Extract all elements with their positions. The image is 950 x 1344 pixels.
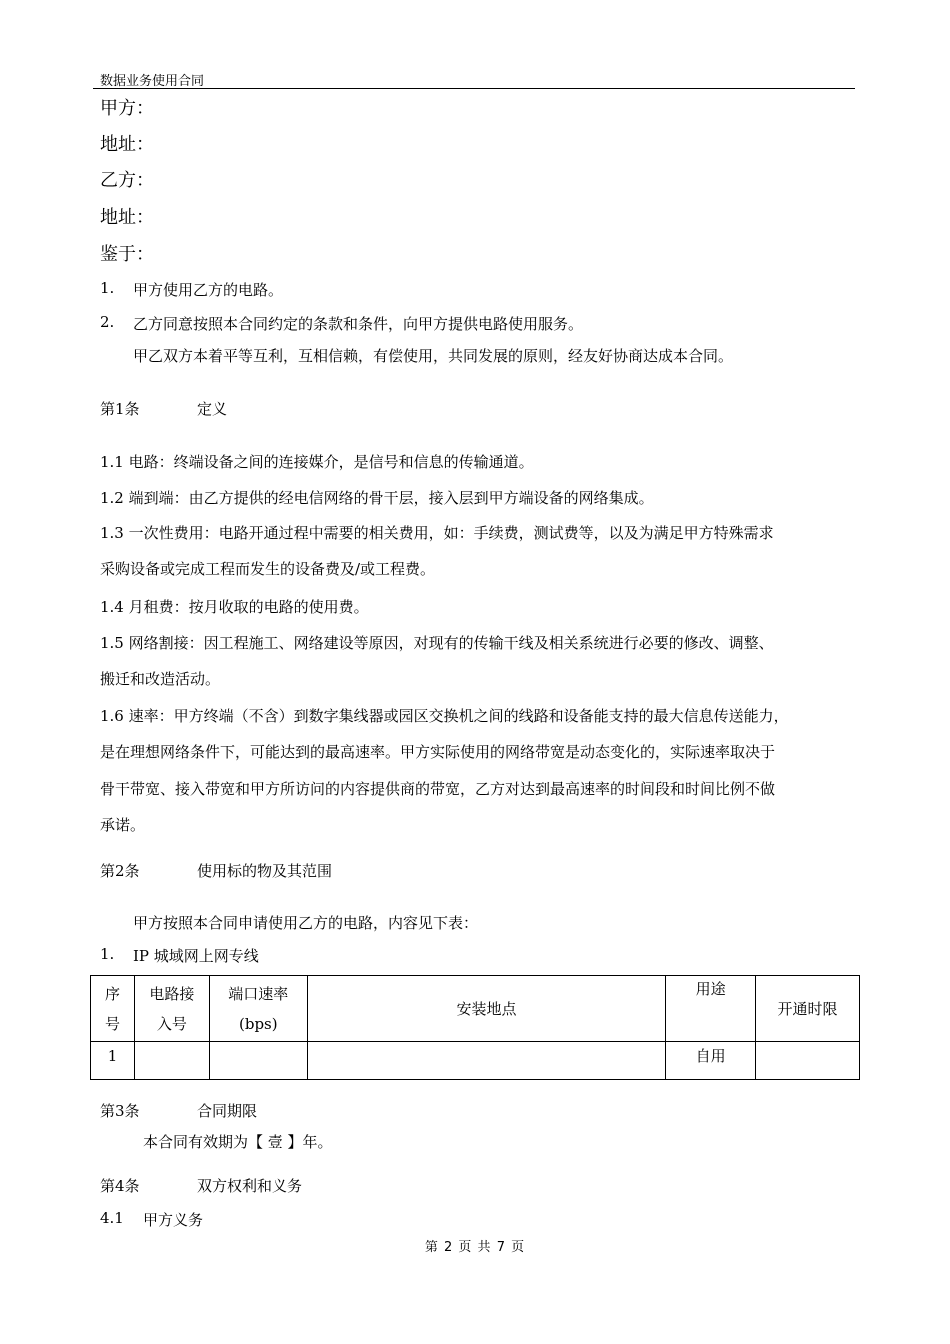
article-1-number: 第1条 <box>100 400 140 418</box>
article-4-title: 双方权利和义务 <box>197 1177 303 1195</box>
definition-1-6-line1: 1.6 速率：甲方终端（不含）到数字集线器或园区交换机之间的线路和设备能支持的最大信息传送能力， <box>100 707 789 725</box>
article-2-title: 使用标的物及其范围 <box>197 862 333 880</box>
definition-1-3-line1: 1.3 一次性费用：电路开通过程中需要的相关费用，如：手续费，测试费等，以及为满足甲方特殊需求 <box>100 524 774 542</box>
definition-1-2: 1.2 端到端：由乙方提供的经电信网络的骨干层，接入层到甲方端设备的网络集成。 <box>100 489 654 507</box>
section-4-1-title: 甲方义务 <box>143 1211 204 1229</box>
party-b-label: 乙方： <box>100 170 154 191</box>
cell-install-location <box>307 1042 665 1080</box>
header-purpose: 用途 <box>666 976 756 1042</box>
article-2-intro: 甲方按照本合同申请使用乙方的电路，内容见下表： <box>133 914 479 932</box>
article-4-number: 第4条 <box>100 1177 140 1195</box>
article-3-title: 合同期限 <box>197 1102 258 1120</box>
header-install-location: 安装地点 <box>307 976 665 1042</box>
address-2-label: 地址： <box>100 207 154 228</box>
section-4-1-number: 4.1 <box>100 1209 124 1227</box>
header-rule <box>93 88 855 89</box>
definition-1-6-line2: 是在理想网络条件下，可能达到的最高速率。甲方实际使用的网络带宽是动态变化的，实际速率取决于 <box>100 743 776 761</box>
header-seq: 序 号 <box>91 976 135 1042</box>
page-footer: 第 2 页 共 7 页 <box>424 1240 526 1255</box>
service-list-text: IP 城域网上网专线 <box>133 947 259 965</box>
cell-access-number <box>134 1042 209 1080</box>
header-activation-period: 开通时限 <box>756 976 860 1042</box>
running-header: 数据业务使用合同 <box>100 74 205 89</box>
recital-1-number: 1. <box>100 279 115 297</box>
cell-seq: 1 <box>91 1042 135 1080</box>
definition-1-5-line2: 搬迁和改造活动。 <box>100 670 221 688</box>
definition-1-1: 1.1 电路：终端设备之间的连接媒介，是信号和信息的传输通道。 <box>100 453 534 471</box>
table-header-row <box>91 976 860 1042</box>
contract-term-text: 本合同有效期为【 壹 】年。 <box>143 1133 333 1151</box>
header-port-rate: 端口速率 (bps) <box>209 976 307 1042</box>
header-access-number: 电路接 入号 <box>134 976 209 1042</box>
definition-1-6-line4: 承诺。 <box>100 816 146 834</box>
cell-purpose: 自用 <box>666 1042 756 1080</box>
definition-1-6-line3: 骨干带宽、接入带宽和甲方所访问的内容提供商的带宽，乙方对达到最高速率的时间段和时间比例不做 <box>100 780 776 798</box>
definition-1-5-line1: 1.5 网络割接：因工程施工、网络建设等原因，对现有的传输干线及相关系统进行必要的修改、调整、 <box>100 634 774 652</box>
recital-2-text: 乙方同意按照本合同约定的条款和条件，向甲方提供电路使用服务。 <box>133 315 584 333</box>
whereas-label: 鉴于： <box>100 244 154 265</box>
cell-port-rate <box>209 1042 307 1080</box>
preamble-closing: 甲乙双方本着平等互利，互相信赖，有偿使用，共同发展的原则，经友好协商达成本合同。 <box>133 347 734 365</box>
circuit-table <box>90 975 860 1080</box>
recital-2-number: 2. <box>100 313 115 331</box>
definition-1-4: 1.4 月租费：按月收取的电路的使用费。 <box>100 598 369 616</box>
article-3-number: 第3条 <box>100 1102 140 1120</box>
service-list-number: 1. <box>100 945 115 963</box>
recital-1-text: 甲方使用乙方的电路。 <box>133 281 284 299</box>
party-a-label: 甲方： <box>100 98 154 119</box>
article-2-number: 第2条 <box>100 862 140 880</box>
address-1-label: 地址： <box>100 134 154 155</box>
cell-activation-period <box>756 1042 860 1080</box>
definition-1-3-line2: 采购设备或完成工程而发生的设备费及/或工程费。 <box>100 560 436 578</box>
table-row <box>91 1042 860 1080</box>
article-1-title: 定义 <box>197 400 228 418</box>
